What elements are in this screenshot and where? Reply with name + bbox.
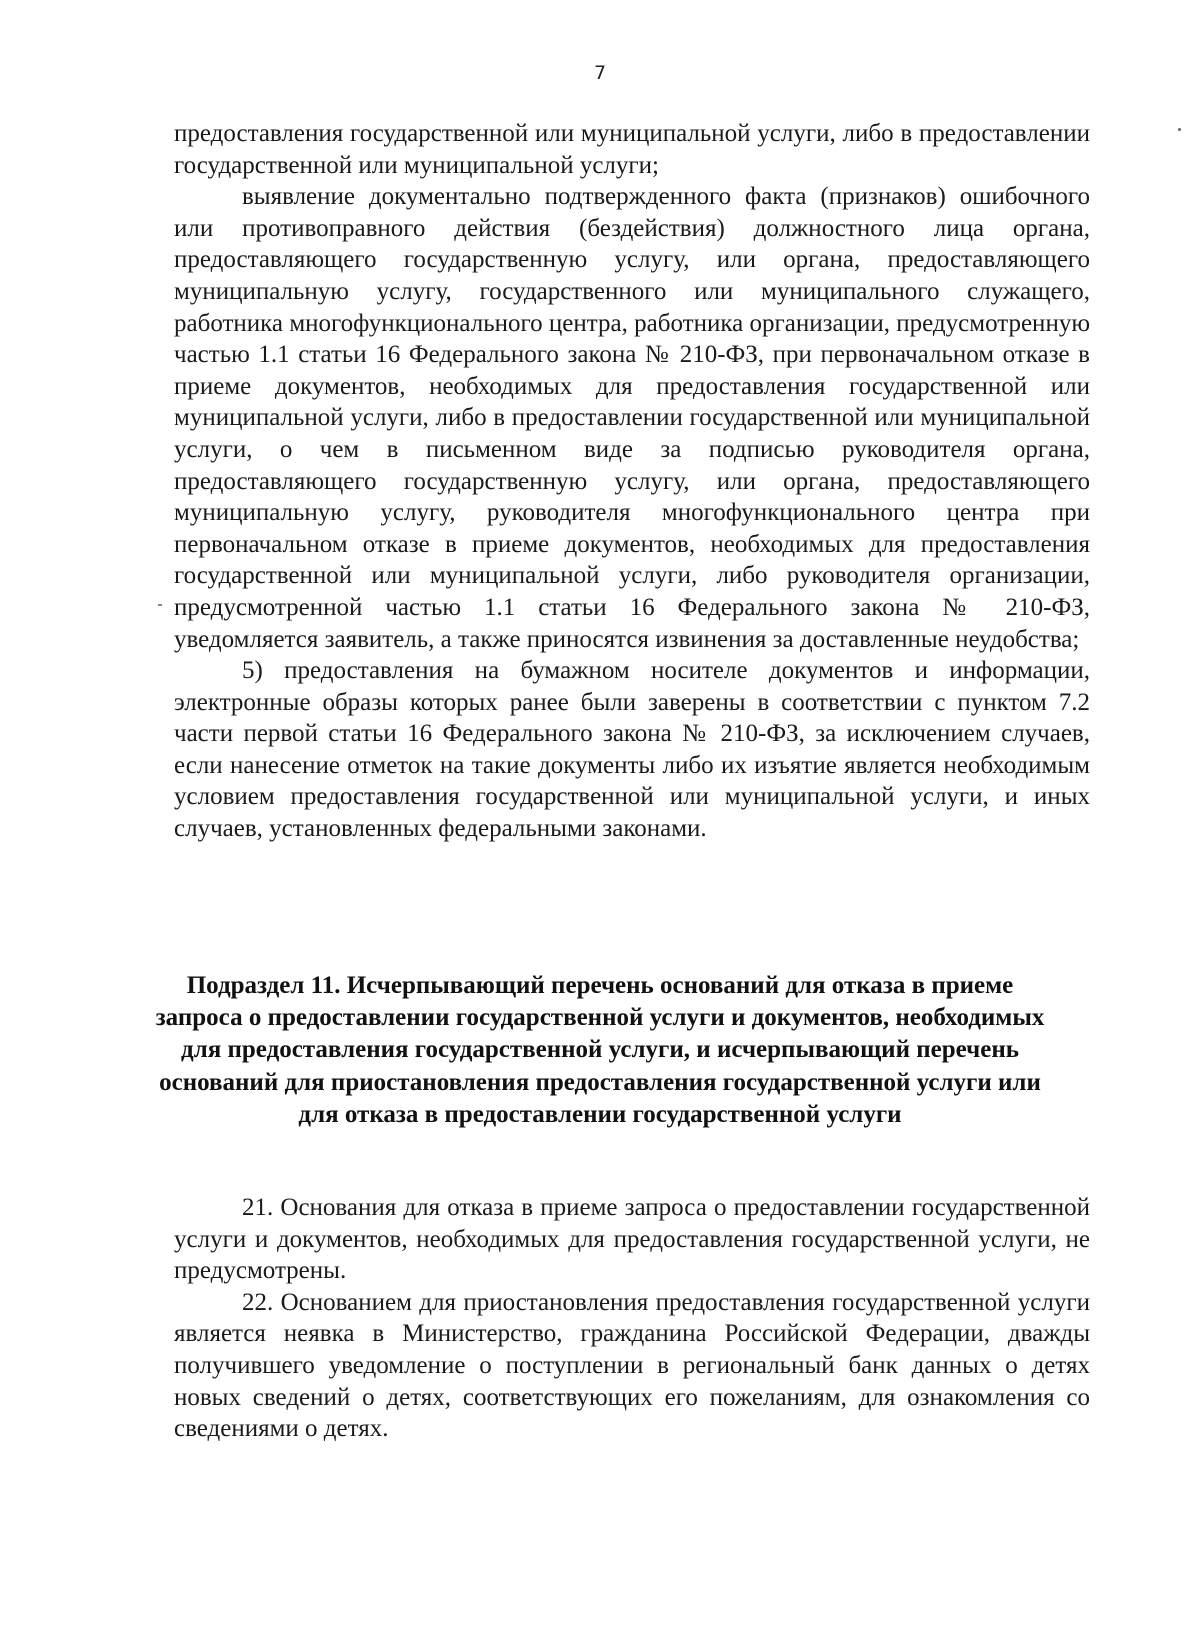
paragraph: выявление документально подтвержденного факта (признаков) ошибочного или противоправного действия (бездействия) должностного лица органа, предоставляющего государственную услугу, или органа, предоставляющего муниципальную услугу, государственного или муниципального служащего, работника многофункционального центра, работника организации, предусмотренную частью 1.1 статьи 16 Федерального закона № 210-ФЗ, при первоначальном отказе в приеме документов, необходимых для предоставления государственной или муниципальной услуги, либо в предоставлении государственной или муниципальной услуги, о чем в письменном виде за подписью руководителя органа, предоставляющего государственную услугу, или органа, предоставляющего муниципальную услугу, руководителя многофункционального центра при первоначальном отказе в приеме документов, необходимых для предоставления государственной или муниципальной услуги, либо руководителя организации, предусмотренной частью 1.1 статьи 16 Федерального закона № 210-ФЗ, уведомляется заявитель, а также приносятся извинения за доставленные неудобства; [174,183,1090,653]
body-text-top [174,118,1090,845]
paragraph: 5) предоставления на бумажном носителе документов и информации, электронные образы которых ранее были заверены в соответствии с пунктом 7.2 части первой статьи 16 Федерального закона № 210-ФЗ, за исключением случаев, если нанесение отметок на такие документы либо их изъятие является необходимым условием предоставления государственной или муниципальной услуги, и иных случаев, установленных федеральными законами. [174,657,1090,843]
subsection-heading: Подраздел 11. Исчерпывающий перечень оснований для отказа в приеме запроса о предоставлении государственной услуги и документов, необходимых для предоставления государственной услуги, и исчерпывающий перечень оснований для приостановления предоставления государственной услуги или для отказа в предоставлении государственной услуги [155,972,1045,1128]
paragraph-21: 21. Основания для отказа в приеме запроса о предоставлении государственной услуги и документов, необходимых для предоставления государственной услуги, не предусмотрены. [174,1194,1090,1285]
page-number: 7 [593,62,607,84]
scan-speck [1178,128,1181,131]
paragraph-22: 22. Основанием для приостановления предоставления государственной услуги является неявка в Министерство, гражданина Российской Федерации, дважды получившего уведомление о поступлении в региональный банк данных о детях новых сведений о детях, соответствующих его пожеланиям, для ознакомления со сведениями о детях. [174,1288,1090,1443]
paragraph: предоставления государственной или муниципальной услуги, либо в предоставлении государственной или муниципальной услуги; [174,120,1090,179]
scan-margin-mark [158,604,162,606]
body-text-bottom [174,1192,1090,1445]
